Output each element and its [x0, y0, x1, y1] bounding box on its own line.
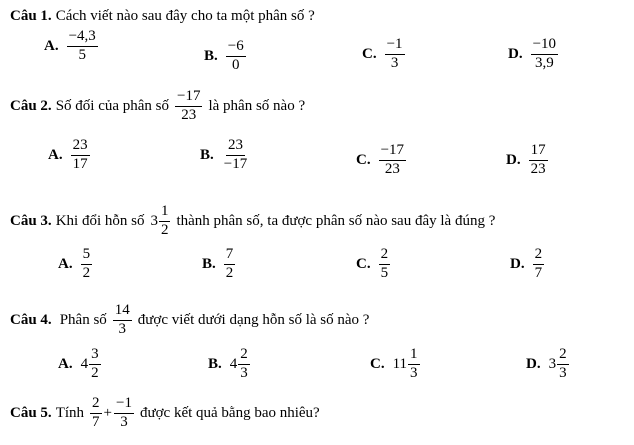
- question-3-label: Câu 3.: [10, 212, 52, 229]
- question-4-label: Câu 4.: [10, 311, 52, 328]
- numerator: 5: [81, 247, 93, 265]
- option-mixed-number: [230, 347, 250, 382]
- numerator: 2: [238, 347, 250, 365]
- option-fraction: [529, 143, 548, 178]
- mixed-fraction: [557, 347, 569, 382]
- mixed-whole: 3: [548, 355, 557, 372]
- denominator: 3: [410, 364, 418, 381]
- denominator: 23: [181, 106, 197, 123]
- denominator: 2: [160, 221, 169, 238]
- numerator: 17: [529, 143, 548, 161]
- question-2-option-a[interactable]: [48, 135, 90, 175]
- question-2-option-d[interactable]: [506, 140, 548, 180]
- question-3-text-before: Khi đổi hỗn số: [55, 212, 145, 229]
- option-letter: A.: [58, 355, 73, 372]
- mixed-whole: 3: [150, 212, 158, 229]
- option-fraction: [531, 37, 558, 72]
- question-1-option-d[interactable]: [508, 34, 558, 74]
- option-fraction: [533, 247, 545, 282]
- question-3-text-after: thành phân số, ta được phân số nào sau đây là đúng ?: [176, 212, 496, 229]
- mixed-whole: 11: [392, 355, 408, 372]
- option-letter: D.: [508, 45, 523, 62]
- option-letter: D.: [510, 255, 525, 272]
- question-3-option-c[interactable]: [356, 244, 390, 284]
- numerator: 14: [113, 303, 132, 321]
- option-letter: D.: [526, 355, 541, 372]
- option-letter: C.: [356, 151, 371, 168]
- option-fraction: [67, 29, 98, 64]
- option-letter: A.: [44, 37, 59, 54]
- question-5-label: Câu 5.: [10, 404, 52, 421]
- numerator: 23: [226, 138, 245, 156]
- numerator: −1: [385, 37, 405, 55]
- question-5-text-after: được kết quả bằng bao nhiêu?: [139, 404, 320, 421]
- question-1-text: Cách viết nào sau đây cho ta một phân số ?: [55, 7, 315, 24]
- denominator: 3: [240, 364, 248, 381]
- option-fraction: [379, 247, 391, 282]
- numerator: 2: [379, 247, 391, 265]
- option-letter: C.: [370, 355, 385, 372]
- option-fraction: [71, 138, 90, 173]
- question-2-text-after: là phân số nào ?: [208, 97, 306, 114]
- question-4-fraction: [113, 303, 132, 338]
- question-2-option-c[interactable]: [356, 140, 406, 180]
- mixed-whole: 4: [80, 355, 89, 372]
- option-letter: B.: [208, 355, 222, 372]
- question-1-stem: [10, 6, 630, 26]
- denominator: 0: [232, 56, 240, 73]
- denominator: 2: [91, 364, 99, 381]
- option-mixed-number: [81, 347, 101, 382]
- numerator: 23: [71, 138, 90, 156]
- question-5-fraction-1: [90, 396, 102, 431]
- option-fraction: [226, 39, 246, 74]
- question-4-option-b[interactable]: [208, 344, 250, 384]
- denominator: 3: [390, 54, 399, 71]
- option-letter: B.: [204, 47, 218, 64]
- numerator: −17: [175, 89, 202, 107]
- option-letter: A.: [48, 146, 63, 163]
- question-4-option-a[interactable]: [58, 344, 101, 384]
- denominator: 23: [530, 160, 546, 177]
- option-letter: B.: [200, 146, 214, 163]
- numerator: 7: [224, 247, 236, 265]
- numerator: −1: [114, 396, 134, 414]
- question-4-text-before: Phân số: [59, 311, 107, 328]
- denominator: −17: [223, 155, 248, 172]
- plus-operator: +: [103, 404, 112, 421]
- option-fraction: [81, 247, 93, 282]
- numerator: 1: [408, 347, 420, 365]
- question-3-option-d[interactable]: [510, 244, 544, 284]
- denominator: 3,9: [534, 54, 554, 71]
- denominator: 7: [534, 264, 543, 281]
- option-fraction: [224, 247, 236, 282]
- option-fraction: [379, 143, 406, 178]
- option-fraction: [385, 37, 405, 72]
- question-3-option-b[interactable]: [202, 244, 235, 284]
- option-letter: C.: [362, 45, 377, 62]
- question-5-fraction-2: [114, 396, 134, 431]
- question-5-text-before: Tính: [55, 404, 85, 421]
- numerator: −17: [379, 143, 406, 161]
- numerator: 2: [557, 347, 569, 365]
- question-4-option-d[interactable]: [526, 344, 569, 384]
- question-3-option-a[interactable]: [58, 244, 92, 284]
- option-mixed-number: [549, 347, 569, 382]
- option-mixed-number: [393, 347, 420, 382]
- question-1-option-b[interactable]: [204, 36, 246, 76]
- denominator: 2: [225, 264, 234, 281]
- question-4-text-after: được viết dưới dạng hỗn số là số nào ?: [137, 311, 370, 328]
- mixed-fraction: [89, 347, 101, 382]
- numerator: 2: [533, 247, 545, 265]
- numerator: 3: [89, 347, 101, 365]
- question-2-fraction: [175, 89, 202, 124]
- option-letter: D.: [506, 151, 521, 168]
- question-2-text-before: Số đối của phân số: [55, 97, 170, 114]
- question-3-stem: [10, 202, 630, 238]
- question-2-option-b[interactable]: [200, 135, 249, 175]
- denominator: 17: [72, 155, 88, 172]
- question-2-stem: [10, 87, 630, 123]
- numerator: −10: [531, 37, 558, 55]
- denominator: 23: [384, 160, 400, 177]
- numerator: −4,3: [67, 29, 98, 47]
- denominator: 3: [120, 413, 128, 430]
- question-4-stem: [10, 301, 630, 337]
- denominator: 2: [82, 264, 91, 281]
- question-1-option-a[interactable]: [44, 26, 98, 66]
- question-4-option-c[interactable]: [370, 344, 420, 384]
- option-letter: B.: [202, 255, 216, 272]
- question-3-mixed-number: [150, 204, 170, 239]
- denominator: 5: [78, 46, 86, 63]
- denominator: 3: [118, 320, 127, 337]
- option-letter: C.: [356, 255, 371, 272]
- denominator: 3: [559, 364, 567, 381]
- option-letter: A.: [58, 255, 73, 272]
- question-1-label: Câu 1.: [10, 7, 52, 24]
- mixed-fraction: [238, 347, 250, 382]
- mixed-whole: 4: [229, 355, 238, 372]
- mixed-fraction: [159, 204, 171, 239]
- question-5-stem: [10, 394, 630, 430]
- numerator: 1: [159, 204, 171, 222]
- numerator: −6: [226, 39, 246, 57]
- denominator: 7: [92, 413, 100, 430]
- mixed-fraction: [408, 347, 420, 382]
- option-fraction: [222, 138, 249, 173]
- question-2-label: Câu 2.: [10, 97, 52, 114]
- numerator: 2: [90, 396, 102, 414]
- question-1-option-c[interactable]: [362, 34, 405, 74]
- denominator: 5: [380, 264, 389, 281]
